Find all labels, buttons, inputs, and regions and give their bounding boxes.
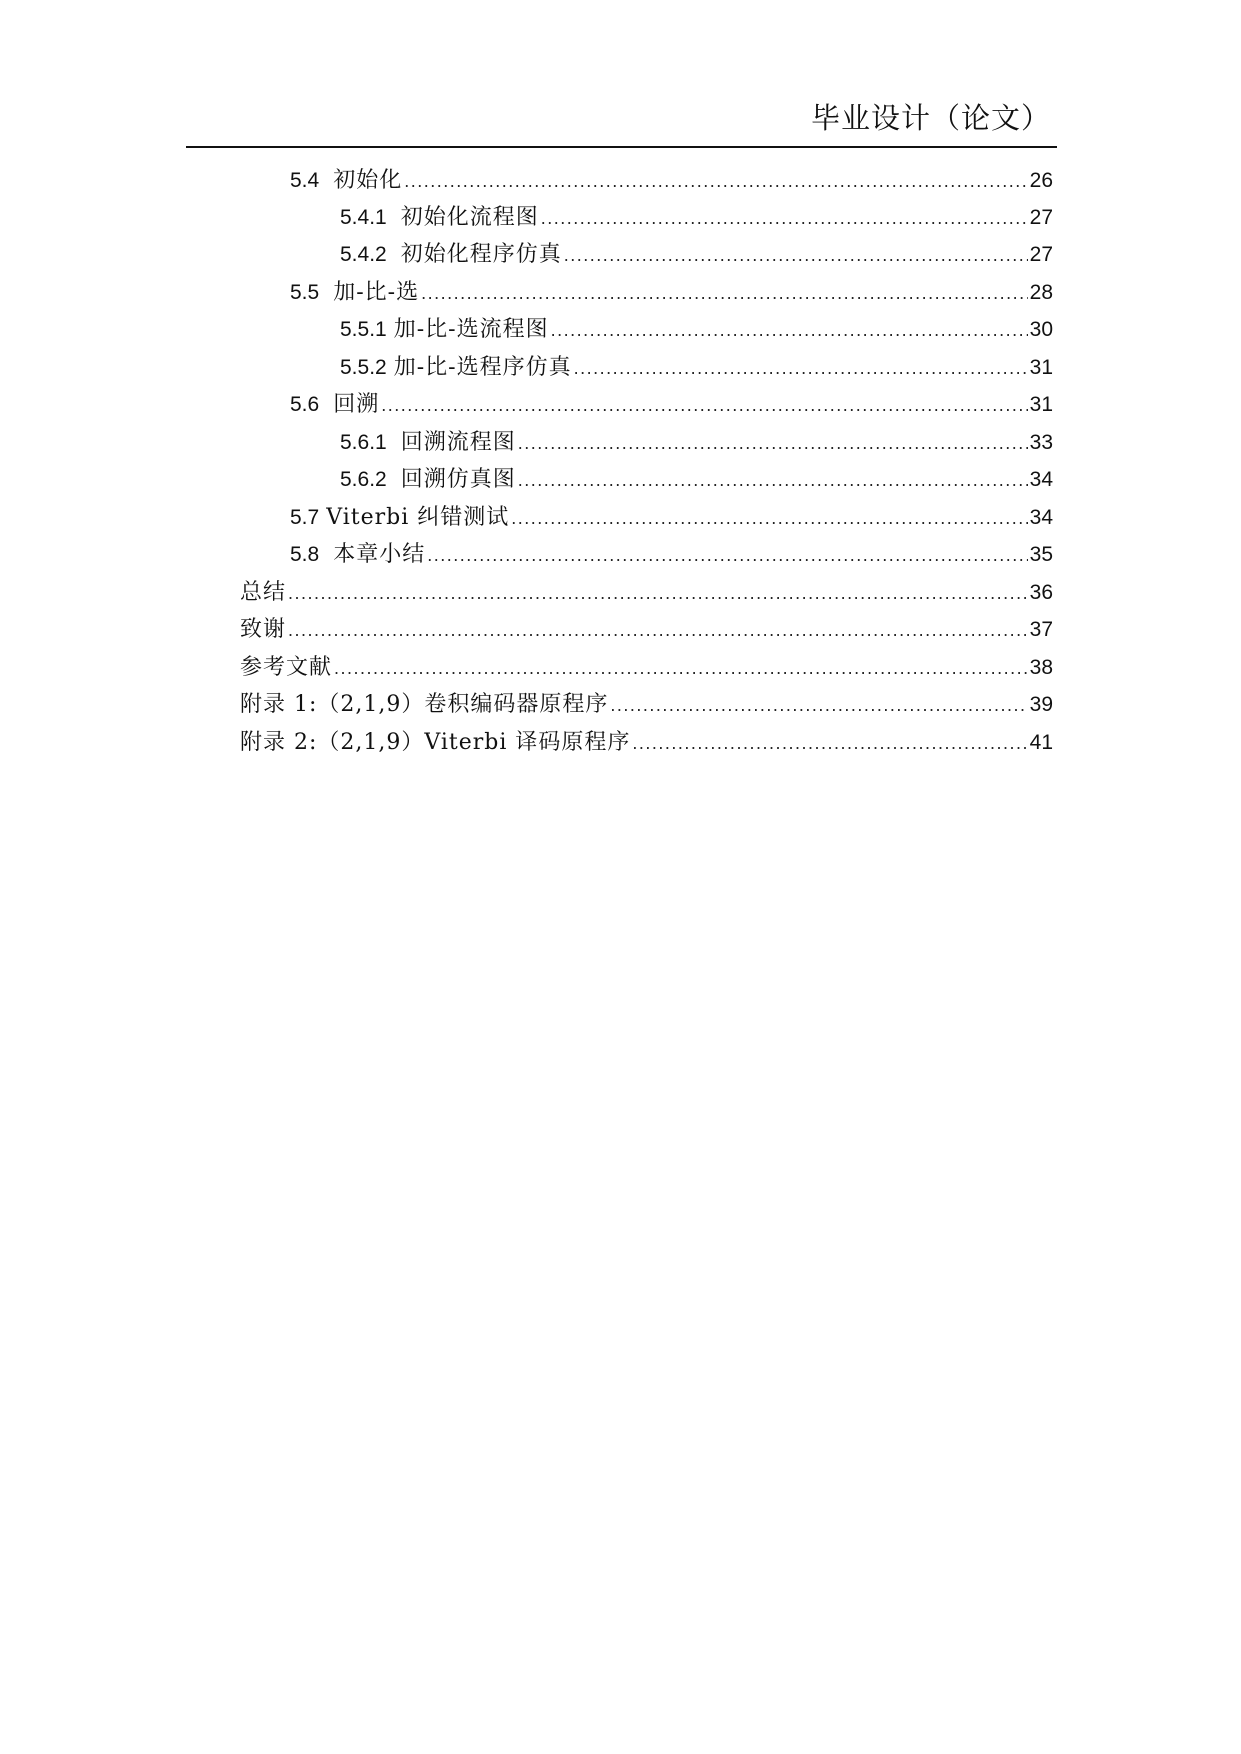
- dot-leader: [381, 387, 1027, 423]
- toc-entry-5-6-2[interactable]: [340, 462, 1053, 498]
- toc-entry-5-6[interactable]: [290, 387, 1053, 423]
- toc-entry-summary[interactable]: [240, 575, 1053, 611]
- toc-entry-acknowledgements[interactable]: [240, 612, 1053, 648]
- toc-entry-label: [290, 537, 425, 573]
- toc-entry-number: 5.4.1: [340, 206, 387, 229]
- toc-entry-5-4-2[interactable]: [340, 237, 1053, 273]
- toc-entry-title: 附录 1:（2,1,9）卷积编码器原程序: [240, 692, 609, 717]
- toc-entry-page: 27: [1029, 206, 1053, 229]
- toc-entry-title: 加-比-选程序仿真: [393, 355, 572, 380]
- toc-entry-page: 27: [1029, 243, 1053, 266]
- toc-entry-title: 回溯仿真图: [400, 467, 516, 492]
- toc-entry-page: 31: [1029, 393, 1053, 416]
- toc-entry-title: 初始化流程图: [400, 205, 539, 230]
- toc-entry-title: 本章小结: [333, 542, 426, 567]
- toc-entry-appendix-1[interactable]: [240, 687, 1053, 723]
- toc-entry-5-7[interactable]: [290, 500, 1053, 536]
- toc-entry-page: 36: [1029, 581, 1053, 604]
- toc-entry-label: [290, 387, 379, 423]
- toc-entry-number: 5.8: [290, 543, 320, 566]
- toc-entry-page: 28: [1029, 281, 1053, 304]
- toc-entry-5-5-1[interactable]: [340, 312, 1053, 348]
- toc-entry-page: 38: [1029, 656, 1053, 679]
- toc-entry-5-5[interactable]: [290, 275, 1053, 311]
- toc-entry-label: [340, 462, 516, 498]
- toc-entry-page: 26: [1029, 169, 1053, 192]
- toc-entry-title: Viterbi 纠错测试: [326, 505, 510, 530]
- toc-entry-title: 致谢: [240, 617, 287, 642]
- dot-leader: [288, 575, 1028, 611]
- toc-entry-number: 5.5.1: [340, 318, 387, 341]
- toc-entry-number: 5.4.2: [340, 243, 387, 266]
- dot-leader: [511, 500, 1027, 536]
- dot-leader: [551, 312, 1028, 348]
- toc-entry-5-8[interactable]: [290, 537, 1053, 573]
- toc-entry-page: 37: [1029, 618, 1053, 641]
- table-of-contents: [0, 0, 1241, 800]
- dot-leader: [610, 687, 1027, 723]
- toc-entry-number: 5.6.1: [340, 431, 387, 454]
- toc-entry-number: 5.7: [290, 506, 320, 529]
- dot-leader: [334, 650, 1028, 686]
- dot-leader: [421, 275, 1028, 311]
- toc-entry-label: [290, 500, 509, 536]
- toc-entry-page: 33: [1029, 431, 1053, 454]
- toc-entry-number: 5.6.2: [340, 468, 387, 491]
- toc-entry-label: [290, 275, 419, 311]
- toc-entry-5-5-2[interactable]: [340, 350, 1053, 386]
- toc-entry-page: 34: [1029, 506, 1053, 529]
- dot-leader: [404, 163, 1027, 199]
- toc-entry-page: 41: [1029, 731, 1053, 754]
- toc-entry-title: 参考文献: [240, 655, 333, 680]
- dot-leader: [574, 350, 1028, 386]
- dot-leader: [632, 725, 1027, 761]
- toc-entry-title: 回溯流程图: [400, 430, 516, 455]
- toc-entry-page: 34: [1029, 468, 1053, 491]
- toc-entry-page: 31: [1029, 356, 1053, 379]
- toc-entry-references[interactable]: [240, 650, 1053, 686]
- toc-entry-number: 5.4: [290, 169, 320, 192]
- toc-entry-appendix-2[interactable]: [240, 725, 1053, 761]
- dot-leader: [564, 237, 1028, 273]
- toc-entry-title: 总结: [240, 580, 287, 605]
- toc-entry-title: 附录 2:（2,1,9）Viterbi 译码原程序: [240, 730, 631, 755]
- toc-entry-label: [340, 350, 572, 386]
- toc-entry-5-4-1[interactable]: [340, 200, 1053, 236]
- toc-entry-page: 35: [1029, 543, 1053, 566]
- toc-entry-title: 加-比-选: [333, 280, 420, 305]
- toc-entry-page: 30: [1029, 318, 1053, 341]
- dot-leader: [427, 537, 1027, 573]
- toc-entry-number: 5.6: [290, 393, 320, 416]
- toc-entry-title: 回溯: [333, 392, 380, 417]
- toc-entry-label: [290, 163, 402, 199]
- toc-entry-title: 初始化程序仿真: [400, 242, 562, 267]
- toc-entry-number: 5.5: [290, 281, 320, 304]
- toc-entry-5-6-1[interactable]: [340, 425, 1053, 461]
- toc-entry-label: [340, 425, 516, 461]
- dot-leader: [518, 425, 1028, 461]
- dot-leader: [288, 612, 1028, 648]
- dot-leader: [518, 462, 1028, 498]
- dot-leader: [541, 200, 1028, 236]
- toc-entry-label: [340, 312, 549, 348]
- toc-entry-5-4[interactable]: [290, 163, 1053, 199]
- toc-entry-label: [340, 200, 539, 236]
- toc-entry-number: 5.5.2: [340, 356, 387, 379]
- toc-entry-title: 初始化: [333, 168, 403, 193]
- page-header-title: 毕业设计（论文）: [810, 101, 1051, 135]
- toc-entry-label: [340, 237, 562, 273]
- toc-entry-page: 39: [1029, 693, 1053, 716]
- toc-entry-title: 加-比-选流程图: [393, 317, 549, 342]
